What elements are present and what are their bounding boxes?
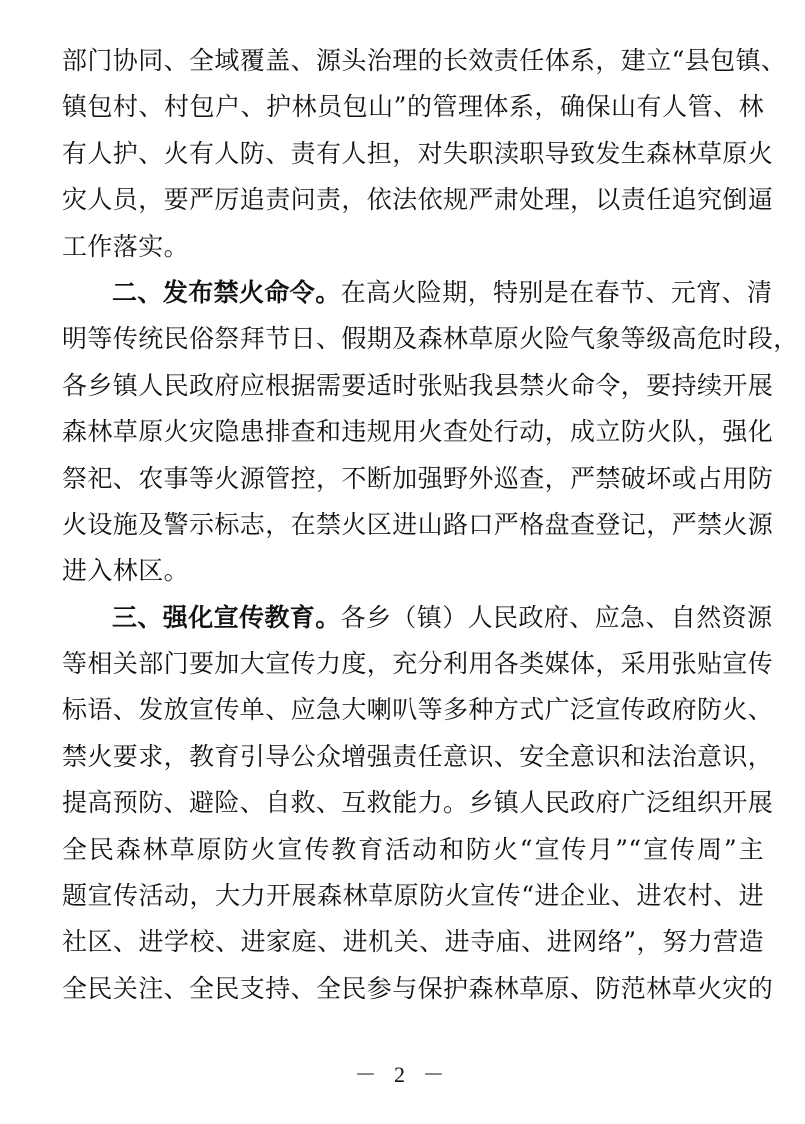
- paragraph-2-line-1: [62, 270, 773, 316]
- paragraph-3-line-3: 标语、发放宣传单、应急大喇叭等多种方式广泛宣传政府防火、: [62, 695, 774, 725]
- paragraph-3-first-line-text: 各乡（镇）人民政府、应急、自然资源: [340, 602, 773, 632]
- paragraph-1-line-3: 有人护、火有人防、责有人担，对失职渎职导致发生森林草原火: [62, 138, 774, 168]
- paragraph-2-line-5: 祭祀、农事等火源管控，不断加强野外巡查，严禁破坏或占用防: [62, 463, 774, 493]
- page-number: － 2 －: [354, 1062, 451, 1087]
- paragraph-3-line-7: 题宣传活动，大力开展森林草原防火宣传“进企业、进农村、进: [62, 881, 764, 911]
- paragraph-2-line-3: 各乡镇人民政府应根据需要适时张贴我县禁火命令，要持续开展: [62, 370, 774, 400]
- paragraph-3-line-5: 提高预防、避险、自救、互救能力。乡镇人民政府广泛组织开展: [62, 788, 774, 818]
- paragraph-2-line-7: 进入林区。: [62, 556, 190, 586]
- paragraph-3-line-4: 禁火要求，教育引导公众增强责任意识、安全意识和法治意识，: [62, 741, 774, 771]
- paragraph-3-line-1: [62, 595, 773, 641]
- paragraph-1-line-4: 灾人员，要严厉追责问责，依法依规严肃处理，以责任追究倒逼: [62, 185, 774, 215]
- paragraph-2-line-2: 明等传统民俗祭拜节日、假期及森林草原火险气象等级高危时段，: [62, 324, 799, 354]
- body-text: [62, 38, 799, 1012]
- paragraph-1-line-1: 部门协同、全域覆盖、源头治理的长效责任体系，建立“县包镇、: [62, 46, 787, 75]
- paragraph-3-line-2: 等相关部门要加大宣传力度，充分利用各类媒体，采用张贴宣传: [62, 649, 774, 679]
- paragraph-3-line-9: 全民关注、全民支持、全民参与保护森林草原、防范林草火灾的: [62, 973, 774, 1003]
- paragraph-2-first-line-text: 在高火险期，特别是在春节、元宵、清: [340, 277, 773, 307]
- paragraph-3-line-6: 全民森林草原防火宣传教育活动和防火“宣传月”“宣传周”主: [62, 834, 764, 864]
- section-heading-2: 二、发布禁火命令。: [112, 277, 341, 307]
- paragraph-2-line-4: 森林草原火灾隐患排查和违规用火查处行动，成立防火队，强化: [62, 417, 774, 447]
- paragraph-2-line-6: 火设施及警示标志，在禁火区进山路口严格盘查登记，严禁火源: [62, 509, 774, 539]
- paragraph-1-line-5: 工作落实。: [62, 231, 190, 261]
- paragraph-3-line-8: 社区、进学校、进家庭、进机关、进寺庙、进网络”，努力营造: [62, 927, 764, 957]
- paragraph-1-line-2: 镇包村、村包户、护林员包山”的管理体系，确保山有人管、林: [62, 92, 764, 122]
- section-heading-3: 三、强化宣传教育。: [112, 602, 341, 632]
